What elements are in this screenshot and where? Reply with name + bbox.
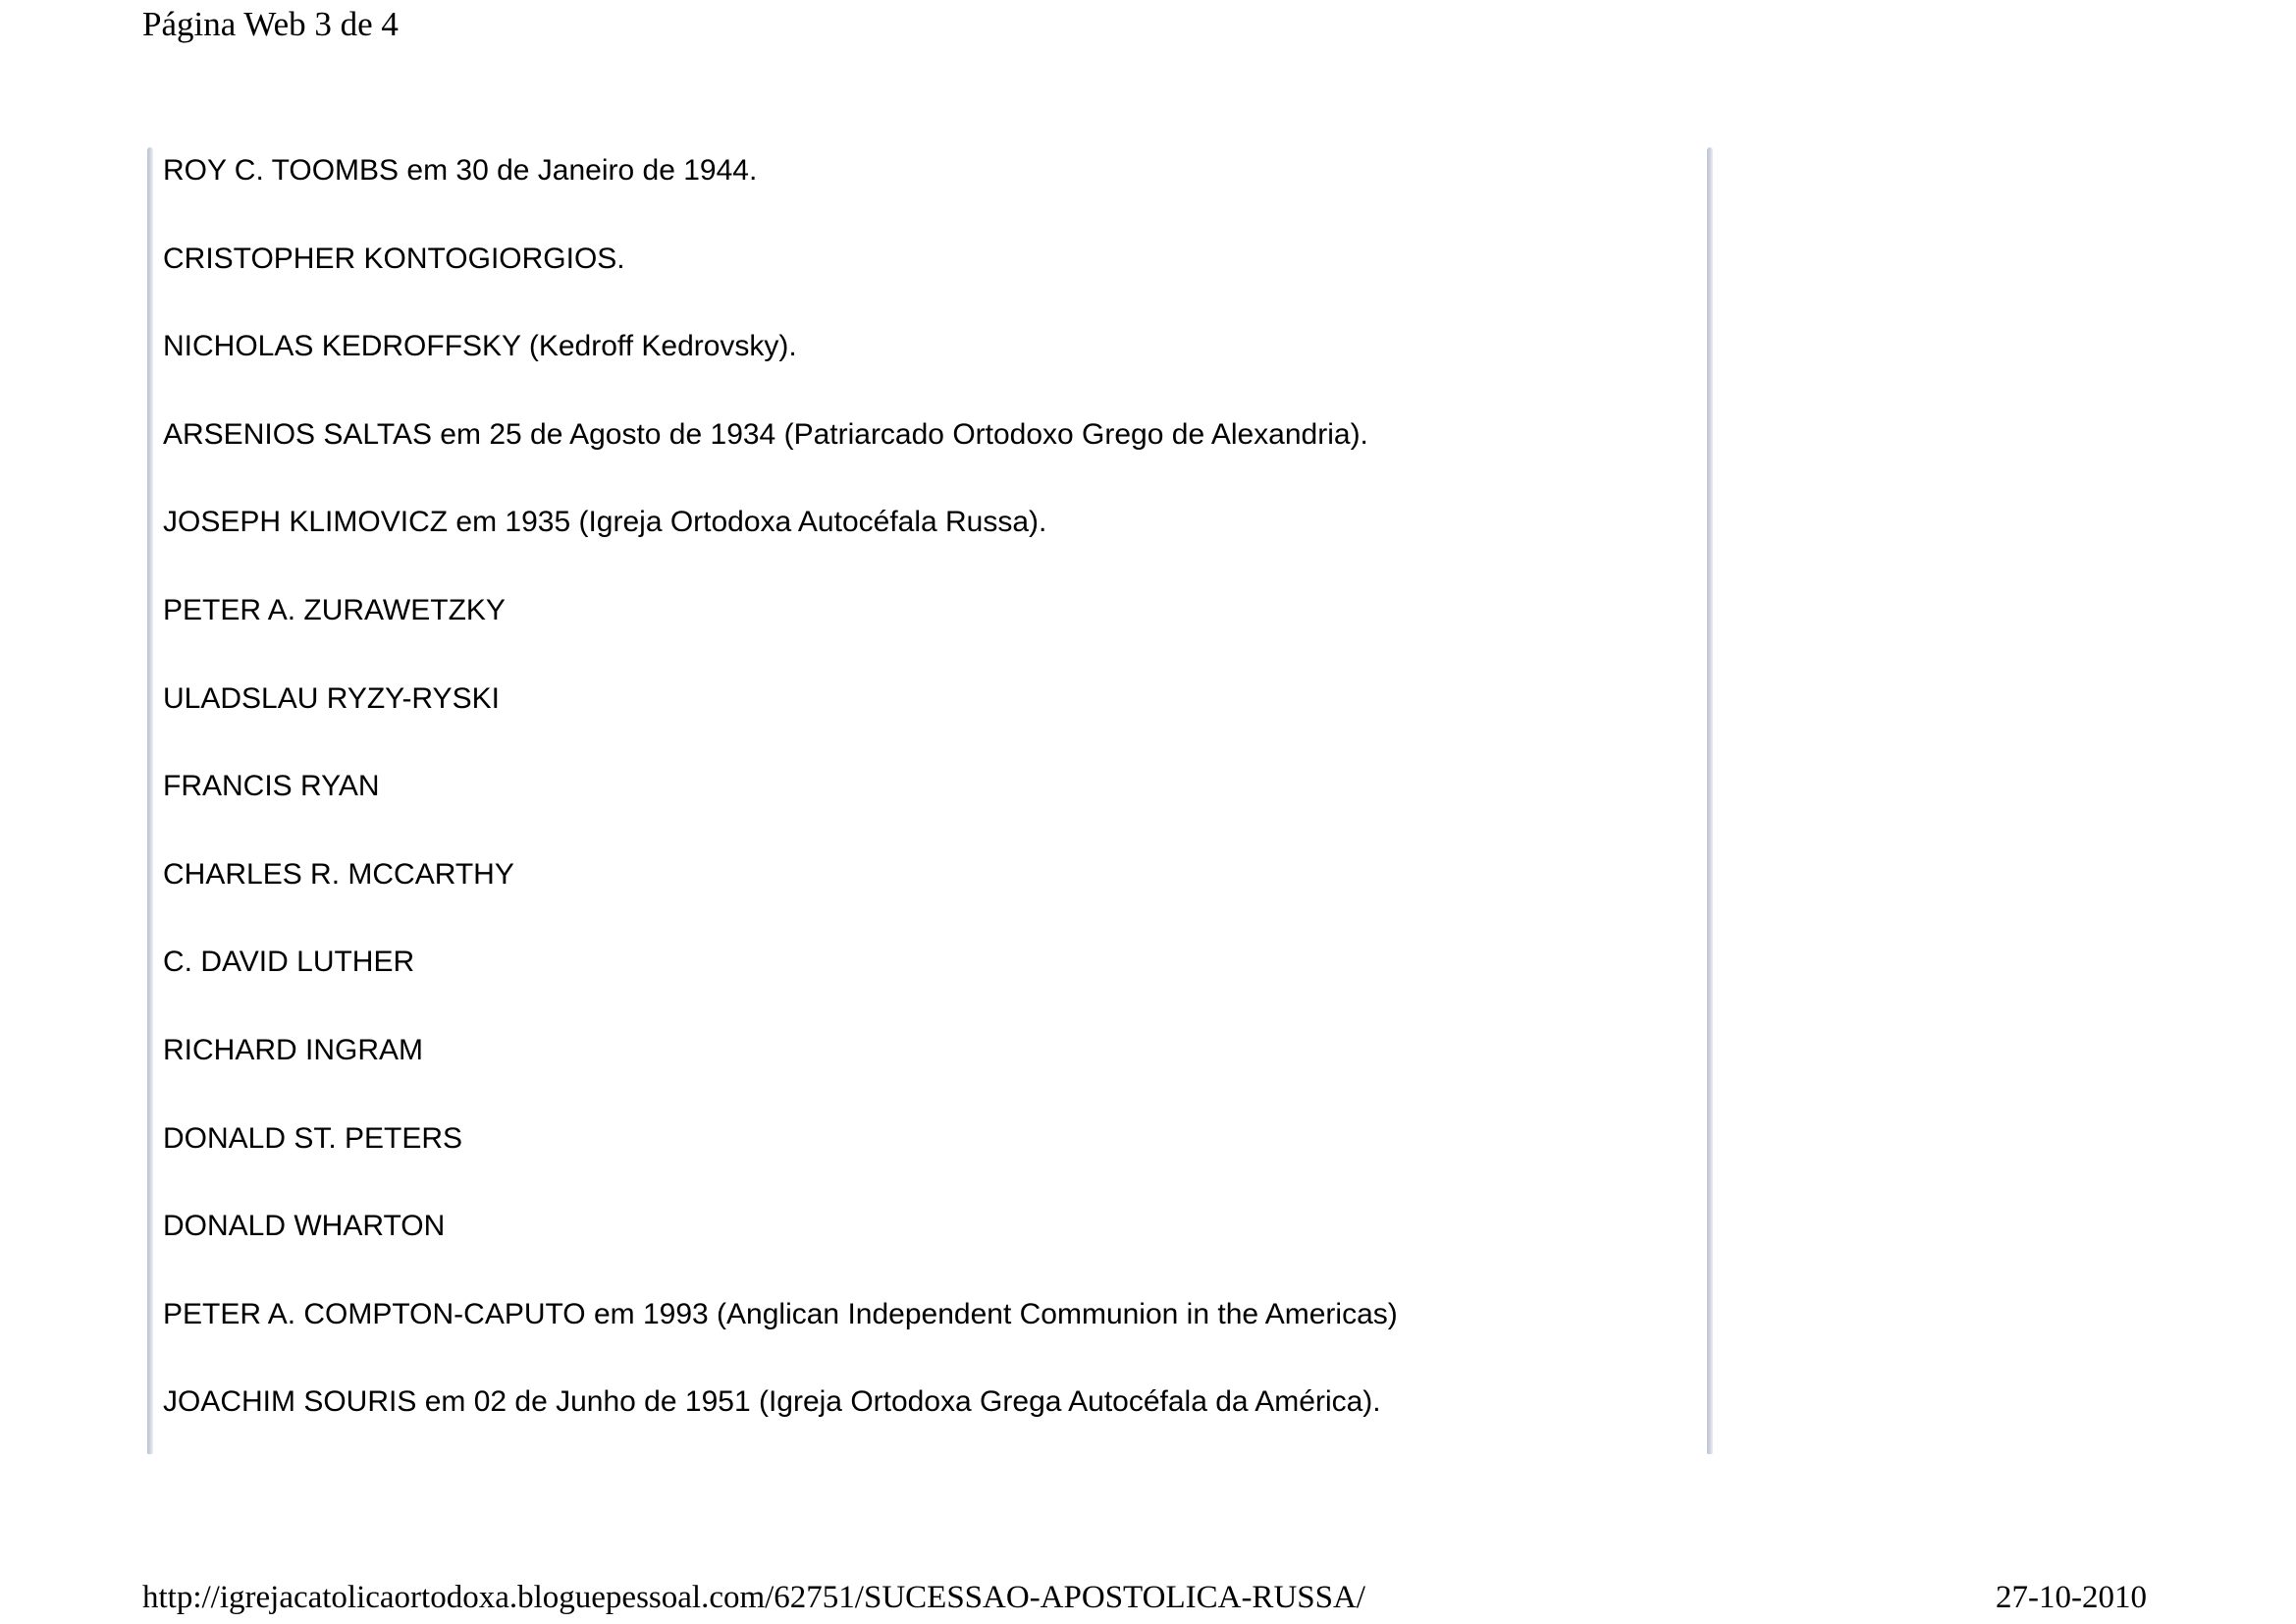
footer-source-url: http://igrejacatolicaortodoxa.bloguepessoal.com/62751/SUCESSAO-APOSTOLICA-RUSSA/ bbox=[142, 1580, 1365, 1615]
succession-list-item: ULADSLAU RYZY-RYSKI bbox=[163, 681, 500, 715]
succession-list-item: ROY C. TOOMBS em 30 de Janeiro de 1944. bbox=[163, 154, 758, 187]
succession-list bbox=[153, 147, 1707, 1473]
page-footer bbox=[142, 1577, 2147, 1618]
succession-list-item: RICHARD INGRAM bbox=[163, 1033, 424, 1066]
succession-list-item: CRISTOPHER KONTOGIORGIOS. bbox=[163, 242, 625, 275]
succession-list-item: NICHOLAS KEDROFFSKY (Kedroff Kedrovsky). bbox=[163, 330, 797, 363]
succession-list-item: CHARLES R. MCCARTHY bbox=[163, 857, 514, 891]
succession-list-item: DONALD ST. PETERS bbox=[163, 1121, 463, 1155]
succession-list-item: PETER A. COMPTON-CAPUTO em 1993 (Anglican Independent Communion in the Americas) bbox=[163, 1297, 1398, 1330]
succession-list-item: DONALD WHARTON bbox=[163, 1210, 446, 1243]
succession-list-item: FRANCIS RYAN bbox=[163, 770, 380, 803]
succession-list-item: JOACHIM SOURIS em 02 de Junho de 1951 (Igreja Ortodoxa Grega Autocéfala da América). bbox=[163, 1385, 1381, 1419]
blockquote-section bbox=[147, 147, 1713, 1454]
succession-list-item: JOSEPH KLIMOVICZ em 1935 (Igreja Ortodoxa Autocéfala Russa). bbox=[163, 506, 1047, 539]
page-header-pagination: Página Web 3 de 4 bbox=[142, 5, 399, 43]
succession-list-item: C. DAVID LUTHER bbox=[163, 946, 415, 979]
succession-list-item: PETER A. ZURAWETZKY bbox=[163, 593, 506, 626]
quote-border-right-line bbox=[1707, 147, 1713, 1454]
succession-list-item: ARSENIOS SALTAS em 25 de Agosto de 1934 (Patriarcado Ortodoxo Grego de Alexandria). bbox=[163, 417, 1368, 451]
footer-print-date: 27-10-2010 bbox=[1996, 1580, 2147, 1615]
